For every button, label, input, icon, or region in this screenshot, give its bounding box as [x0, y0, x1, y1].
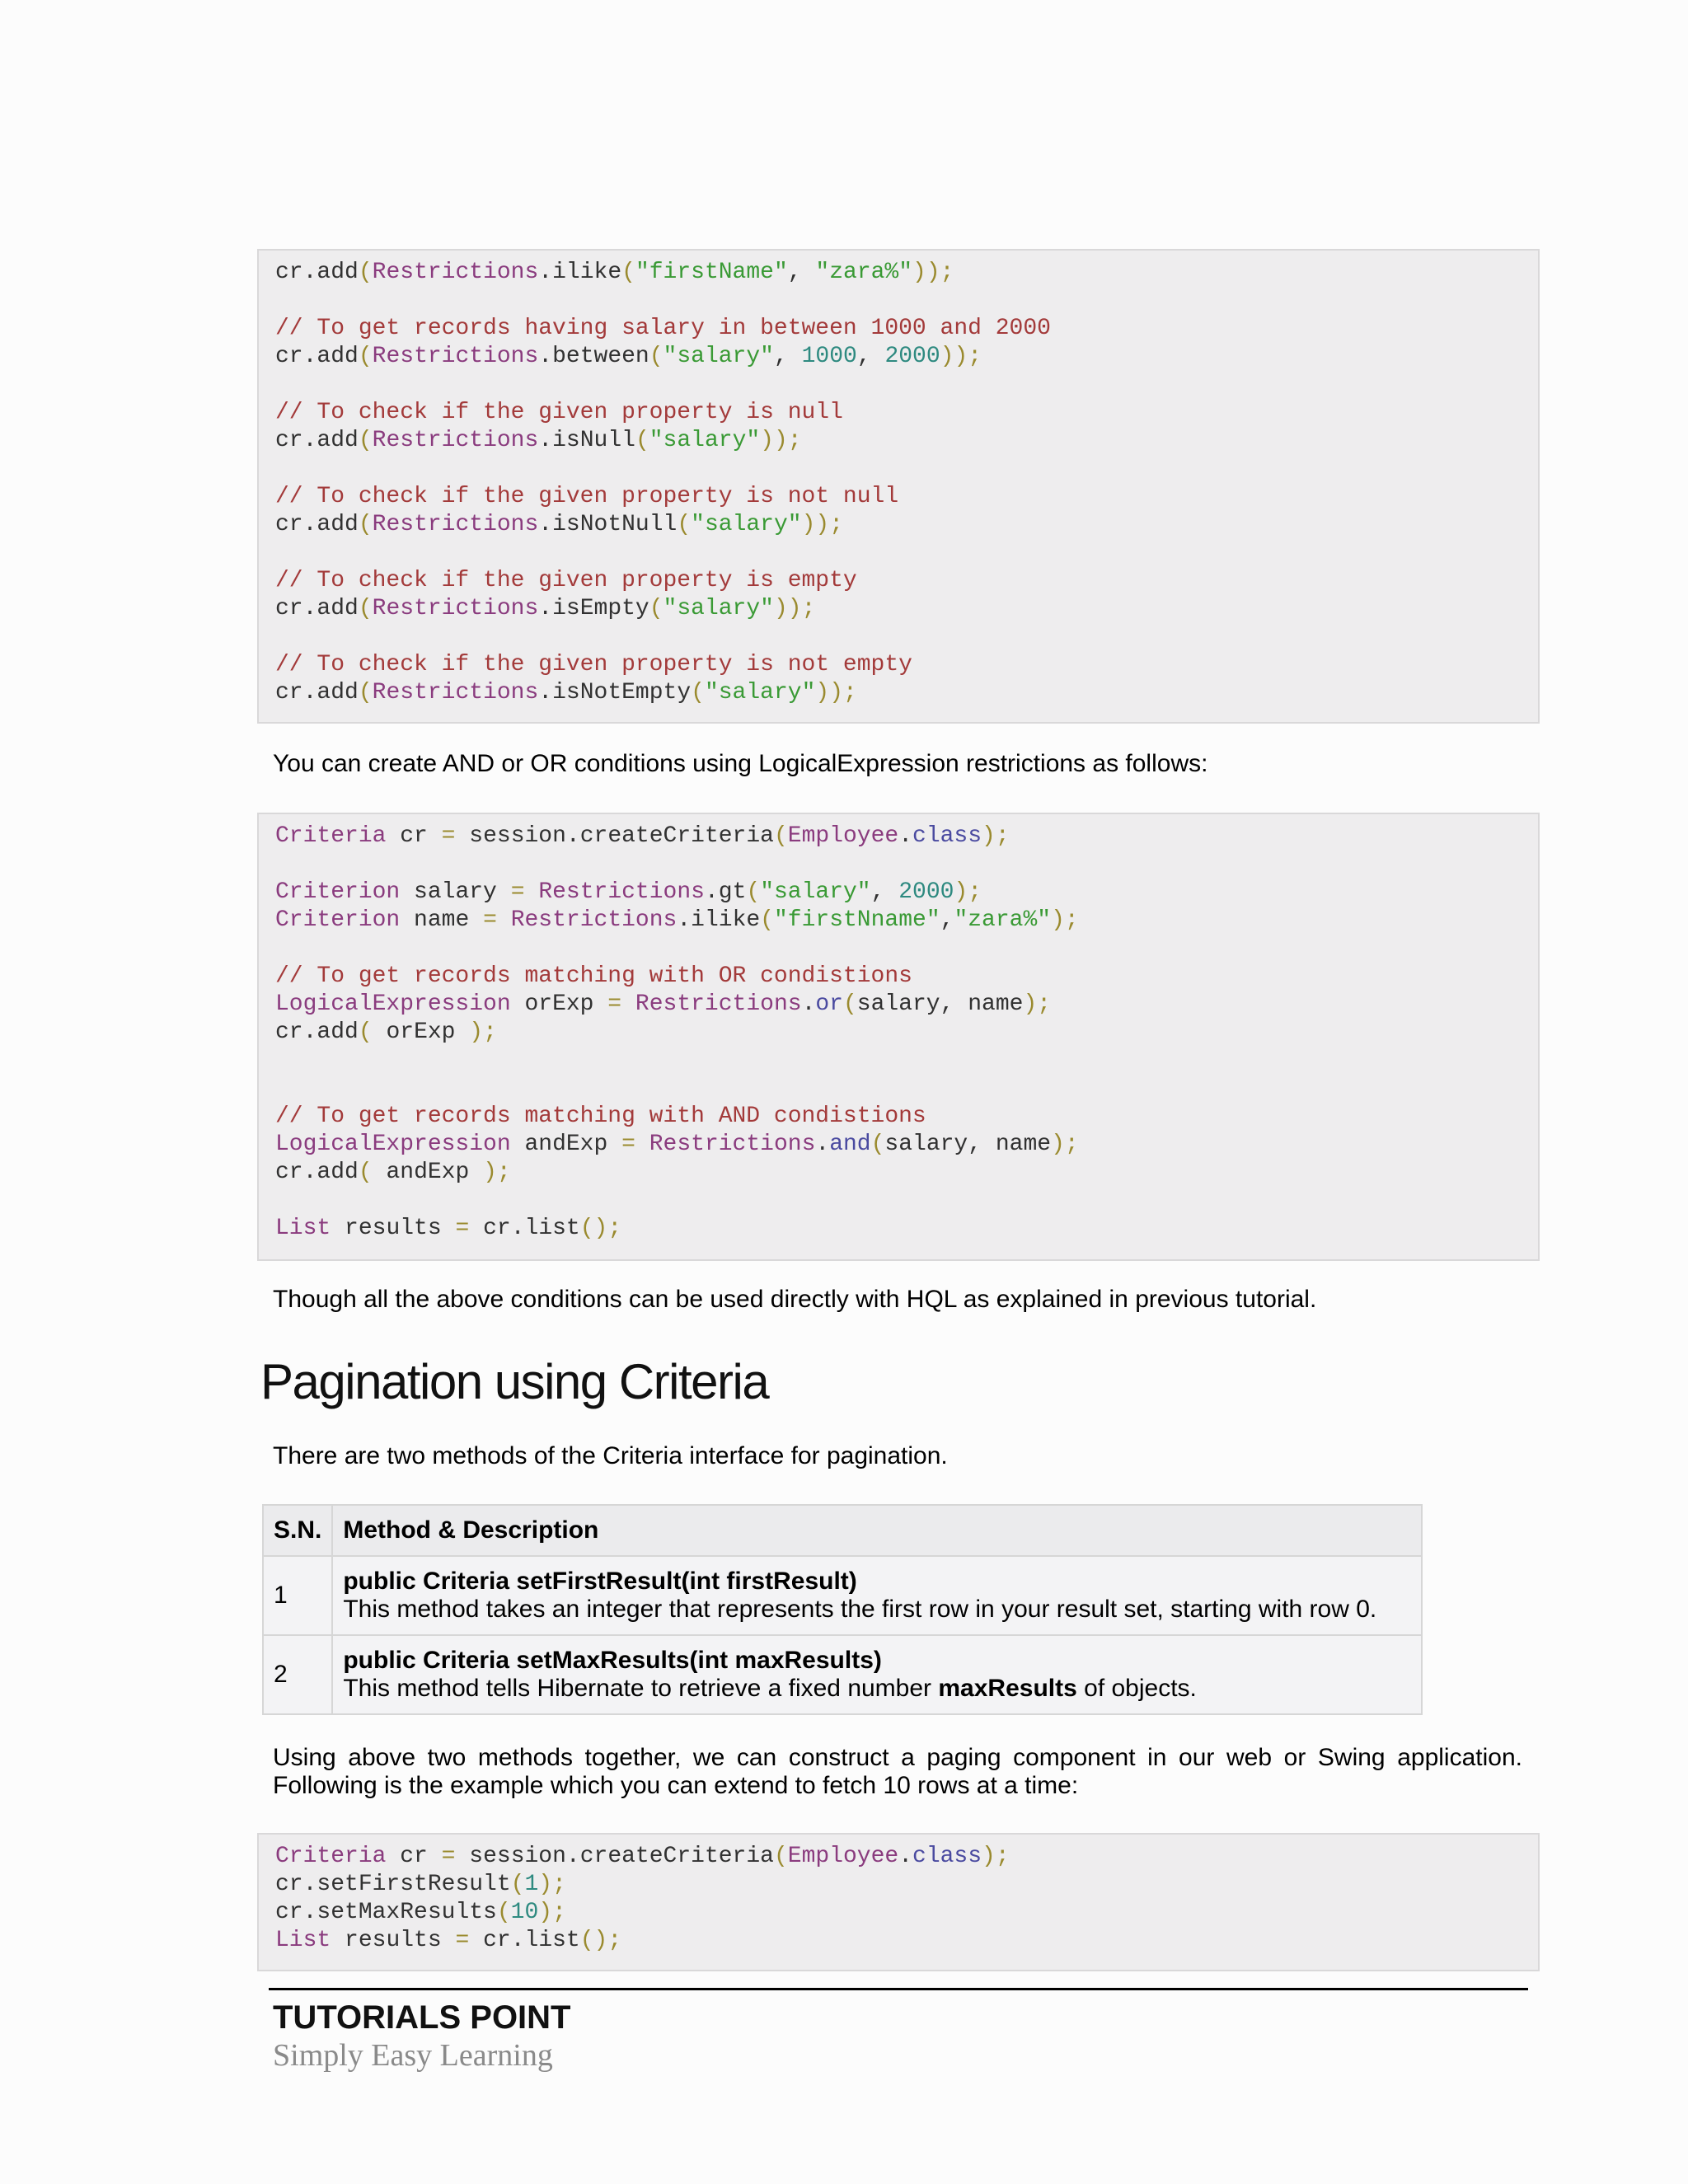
code-line: // To check if the given property is not empty: [275, 652, 912, 677]
code-line: // To get records matching with OR condistions: [275, 963, 912, 989]
table-cell-method: [332, 1556, 1422, 1635]
code-block-restrictions: [257, 249, 1540, 724]
code-line: cr.add(Restrictions.between("salary", 1000, 2000));: [275, 344, 982, 369]
table-row: [263, 1556, 1422, 1635]
code-line: cr.add( andExp );: [275, 1160, 511, 1185]
method-signature: public Criteria setMaxResults(int maxResults): [343, 1647, 882, 1674]
code-line: LogicalExpression andExp = Restrictions.and(salary, name);: [275, 1132, 1079, 1157]
code-line: // To check if the given property is null: [275, 400, 843, 425]
code-line: Criterion salary = Restrictions.gt("salary", 2000);: [275, 879, 982, 905]
code-line: cr.add(Restrictions.isEmpty("salary"));: [275, 596, 816, 621]
code-line: // To get records matching with AND condistions: [275, 1104, 926, 1129]
code-line: [275, 851, 1538, 879]
code-block-logical-expression: [257, 813, 1540, 1261]
method-description: [343, 1675, 1411, 1703]
footer-brand: TUTORIALS POINT: [273, 1999, 571, 2036]
pagination-methods-table: [262, 1504, 1423, 1715]
code-line: // To check if the given property is empty: [275, 568, 857, 593]
method-description: This method takes an integer that represents the first row in your result set, starting with row 0.: [343, 1596, 1377, 1623]
table-header-method: Method & Description: [332, 1505, 1422, 1556]
table-row: [263, 1635, 1422, 1714]
code-block-pagination: [257, 1833, 1540, 1971]
code-line: [275, 539, 1538, 567]
footer-tagline: Simply Easy Learning: [273, 2038, 553, 2073]
section-heading-pagination: Pagination using Criteria: [260, 1354, 769, 1409]
table-cell-sn: 2: [263, 1635, 332, 1714]
method-description-text: This method tells Hibernate to retrieve a fixed number: [343, 1675, 939, 1702]
code-line: [275, 623, 1538, 651]
code-line: // To get records having salary in between 1000 and 2000: [275, 316, 1051, 341]
code-line: Criteria cr = session.createCriteria(Employee.class);: [275, 1844, 1010, 1869]
code-line: [275, 287, 1538, 315]
code-line: cr.setMaxResults(10);: [275, 1900, 566, 1925]
code-line: [275, 371, 1538, 399]
code-line: [275, 1047, 1538, 1075]
code-line: [275, 935, 1538, 963]
code-line: cr.add(Restrictions.isNull("salary"));: [275, 428, 802, 453]
table-header-row: [263, 1505, 1422, 1556]
method-description-text: of objects.: [1076, 1675, 1197, 1702]
code-line: cr.add(Restrictions.ilike("firstName", "zara%"));: [275, 260, 954, 285]
table-cell-sn: 1: [263, 1556, 332, 1635]
paragraph-hql-note: Though all the above conditions can be used directly with HQL as explained in previous tutorial.: [273, 1286, 1317, 1313]
method-signature: public Criteria setFirstResult(int firstResult): [343, 1568, 857, 1595]
code-line: // To check if the given property is not null: [275, 484, 899, 509]
code-line: cr.add( orExp );: [275, 1019, 497, 1045]
code-line: Criteria cr = session.createCriteria(Employee.class);: [275, 823, 1010, 849]
code-line: cr.add(Restrictions.isNotNull("salary"));: [275, 512, 844, 537]
code-line: List results = cr.list();: [275, 1216, 622, 1241]
code-line: cr.setFirstResult(1);: [275, 1872, 566, 1897]
code-line: [275, 1075, 1538, 1103]
table-header-sn: S.N.: [263, 1505, 332, 1556]
method-description-emphasis: maxResults: [938, 1675, 1077, 1702]
code-line: cr.add(Restrictions.isNotEmpty("salary"));: [275, 680, 857, 705]
footer-divider: [269, 1988, 1528, 1990]
paragraph-paging-component: Using above two methods together, we can construct a paging component in our web or Swing application. Following is the example which you can extend to fetch 10 rows at a time:: [273, 1744, 1522, 1799]
table-cell-method: [332, 1635, 1422, 1714]
code-line: [275, 1187, 1538, 1215]
paragraph-pagination-intro: There are two methods of the Criteria interface for pagination.: [273, 1442, 948, 1469]
paragraph-logical-expression: You can create AND or OR conditions using LogicalExpression restrictions as follows:: [273, 750, 1208, 777]
code-line: LogicalExpression orExp = Restrictions.or(salary, name);: [275, 991, 1052, 1017]
code-line: Criterion name = Restrictions.ilike("firstNname","zara%");: [275, 907, 1079, 933]
code-line: List results = cr.list();: [275, 1928, 622, 1953]
code-line: [275, 455, 1538, 483]
